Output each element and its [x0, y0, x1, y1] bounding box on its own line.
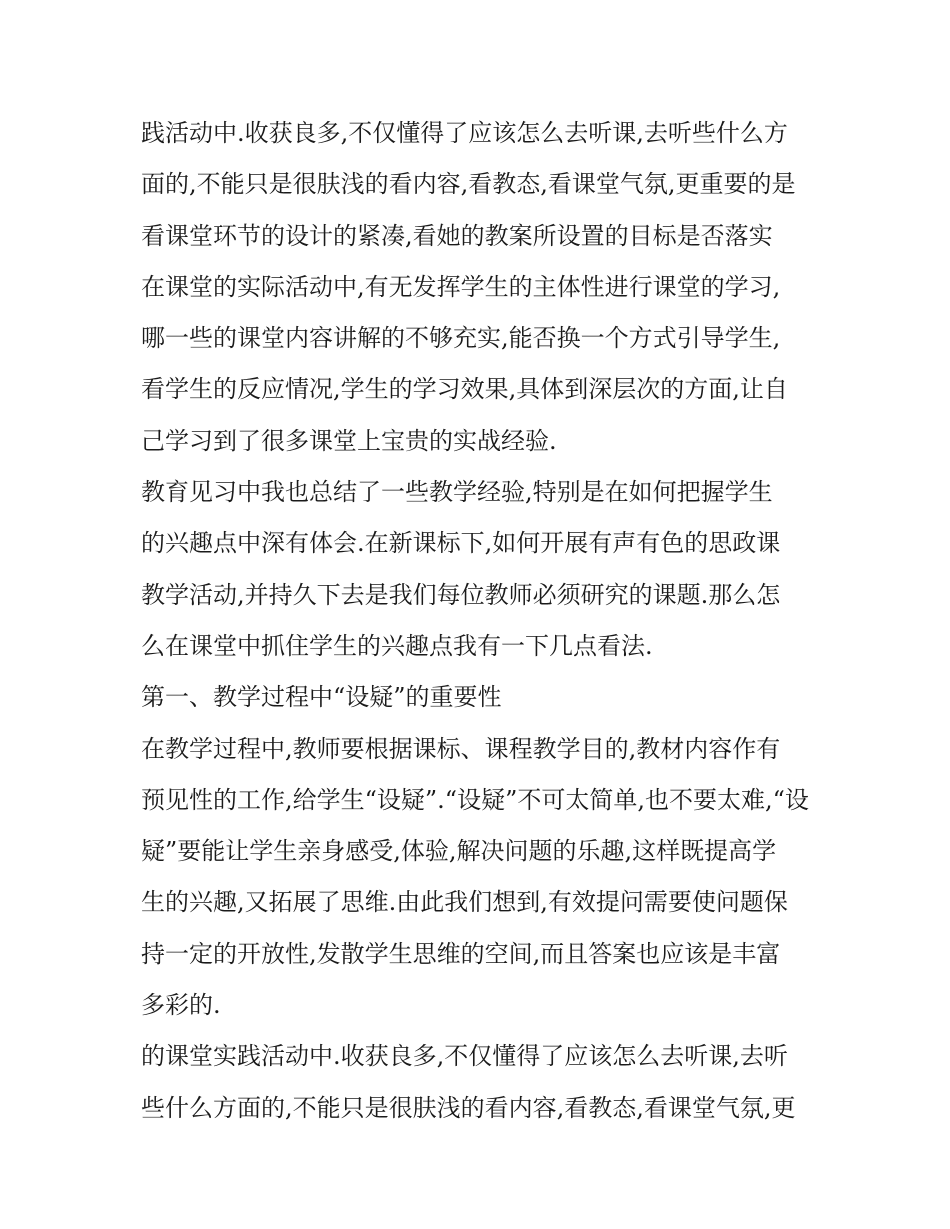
text-line: 的兴趣点中深有体会.在新课标下,如何开展有声有色的思政课 — [141, 529, 781, 558]
text-line: 面的,不能只是很肤浅的看内容,看教态,看课堂气氛,更重要的是 — [141, 170, 796, 199]
text-line: 己学习到了很多课堂上宝贵的实战经验. — [141, 426, 557, 455]
document-body — [141, 108, 821, 1134]
text-line: 看学生的反应情况,学生的学习效果,具体到深层次的方面,让自 — [141, 375, 788, 404]
text-line: 的课堂实践活动中.收获良多,不仅懂得了应该怎么去听课,去听 — [141, 1042, 788, 1071]
text-line: 教育见习中我也总结了一些教学经验,特别是在如何把握学生 — [141, 478, 773, 507]
text-line: 预见性的工作,给学生“设疑”.“设疑”不可太简单,也不要太难,“设 — [141, 785, 809, 814]
text-line: 教学活动,并持久下去是我们每位教师必须研究的课题.那么怎 — [141, 580, 781, 609]
text-line: 在课堂的实际活动中,有无发挥学生的主体性进行课堂的学习, — [141, 272, 781, 301]
text-line: 在教学过程中,教师要根据课标、课程教学目的,教材内容作有 — [141, 734, 781, 763]
text-line: 持一定的开放性,发散学生思维的空间,而且答案也应该是丰富 — [141, 939, 781, 968]
text-line: 么在课堂中抓住学生的兴趣点我有一下几点看法. — [141, 631, 653, 660]
text-line: 生的兴趣,又拓展了思维.由此我们想到,有效提问需要使问题保 — [141, 888, 788, 917]
text-line: 疑”要能让学生亲身感受,体验,解决问题的乐趣,这样既提高学 — [141, 837, 777, 866]
text-line: 哪一些的课堂内容讲解的不够充实,能否换一个方式引导学生, — [141, 324, 781, 353]
section-heading: 第一、教学过程中“设疑”的重要性 — [141, 683, 502, 712]
text-line: 多彩的. — [141, 991, 221, 1020]
text-line: 践活动中.收获良多,不仅懂得了应该怎么去听课,去听些什么方 — [141, 119, 788, 147]
text-line: 些什么方面的,不能只是很肤浅的看内容,看教态,看课堂气氛,更 — [141, 1093, 796, 1122]
text-line: 看课堂环节的设计的紧凑,看她的教案所设置的目标是否落实 — [141, 221, 773, 250]
